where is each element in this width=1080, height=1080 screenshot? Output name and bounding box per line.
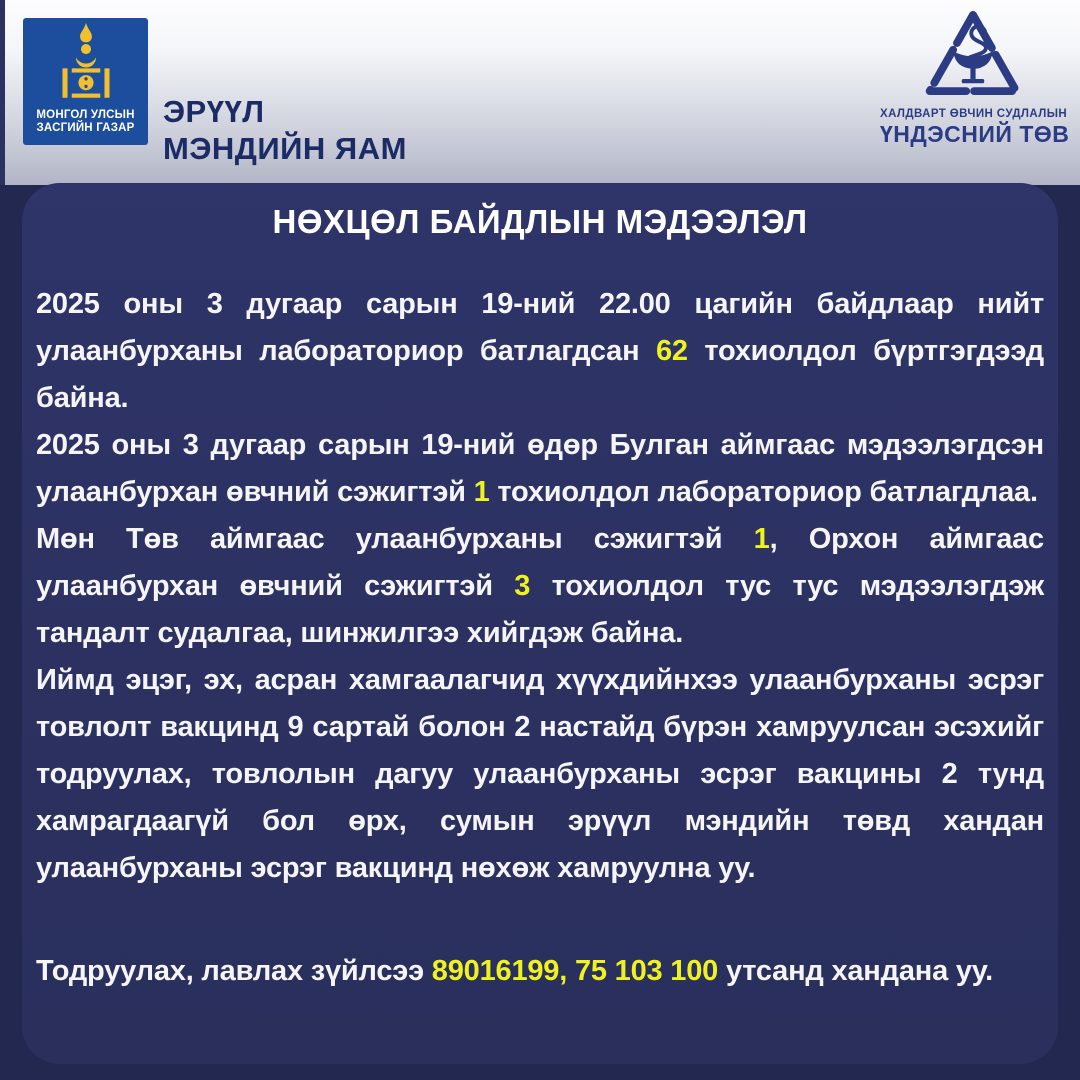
contact-line bbox=[36, 948, 1044, 995]
paragraph-vaccination-advice bbox=[36, 657, 1044, 892]
text-segment: тохиолдол тус тус мэдээлэгдэж тандалт судалгаа, шинжилгээ хийгдэж байна. bbox=[36, 570, 1044, 649]
ministry-line2: МЭНДИЙН ЯАМ bbox=[163, 131, 407, 166]
ministry-line1: ЭРҮҮЛ bbox=[163, 94, 265, 129]
text-segment: Тодруулах, лавлах зүйлсээ bbox=[36, 955, 432, 987]
highlight-number: 1 bbox=[753, 523, 770, 555]
text-segment: 2025 оны 3 дугаар сарын 19-ний 22.00 цагийн байдлаар нийт улаанбурханы лабораториор батлагдсан bbox=[36, 288, 1044, 367]
left-edge-strip bbox=[0, 0, 5, 185]
paragraph-total-cases bbox=[36, 281, 1044, 422]
highlight-number: 1 bbox=[473, 476, 490, 508]
highlight-number: 89016199, 75 103 100 bbox=[431, 955, 719, 987]
announcement-panel bbox=[22, 183, 1058, 1064]
government-logo bbox=[23, 18, 148, 145]
text-segment: Мөн Төв аймгаас улаанбурханы сэжигтэй bbox=[36, 523, 754, 555]
panel-title: НӨХЦӨЛ БАЙДЛЫН МЭДЭЭЛЭЛ bbox=[272, 203, 808, 240]
gov-caption-line2: ЗАСГИЙН ГАЗАР bbox=[36, 122, 135, 134]
highlight-number: 62 bbox=[655, 335, 688, 367]
paragraph-tuv-orkhon-cases bbox=[36, 516, 1044, 657]
text-segment: 2025 оны 3 дугаар сарын 19-ний өдөр Булган аймгаас мэдээлэгдсэн улаанбурхан өвчний сэжигтэй bbox=[36, 429, 1044, 508]
government-logo-caption bbox=[36, 109, 134, 135]
paragraph-bulgan-case bbox=[36, 422, 1044, 516]
gov-caption-line1: МОНГОЛ УЛСЫН bbox=[36, 109, 135, 121]
header-band bbox=[0, 0, 1080, 185]
text-segment: , Орхон аймгаас улаанбурхан өвчний сэжигтэй bbox=[36, 523, 1044, 602]
text-segment: тохиолдол бүртгэгдээд байна. bbox=[36, 335, 1044, 414]
text-segment: Иймд эцэг, эх, асран хамгаалагчид хүүхдийнхээ улаанбурханы эсрэг товлолт вакцинд 9 сартай болон 2 настайд бүрэн хамруулсан эсэхийг тодруулах, товлолын дагуу улаанбурханы эсрэг вакцины 2 тунд хамрагдаагүй бол өрх, сумын эрүүл мэндийн төвд хандан улаанбурханы эсрэг вакцинд нөхөж хамруулна уу. bbox=[36, 664, 1044, 884]
ministry-title bbox=[163, 93, 407, 167]
text-segment: тохиолдол лабораториор батлагдлаа. bbox=[489, 476, 1038, 508]
text-segment: утсанд хандана уу. bbox=[718, 955, 994, 987]
nccd-caption-line2: ҮНДЭСНИЙ ТӨВ bbox=[880, 121, 1070, 147]
nccd-caption-line1: ХАЛДВАРТ ӨВЧИН СУДЛАЛЫН bbox=[880, 108, 1068, 120]
nccd-logo-block bbox=[880, 6, 1070, 148]
hygieia-triangle-icon bbox=[921, 6, 1025, 106]
body-text bbox=[36, 281, 1044, 995]
highlight-number: 3 bbox=[514, 570, 531, 602]
soyombo-icon bbox=[60, 23, 112, 107]
